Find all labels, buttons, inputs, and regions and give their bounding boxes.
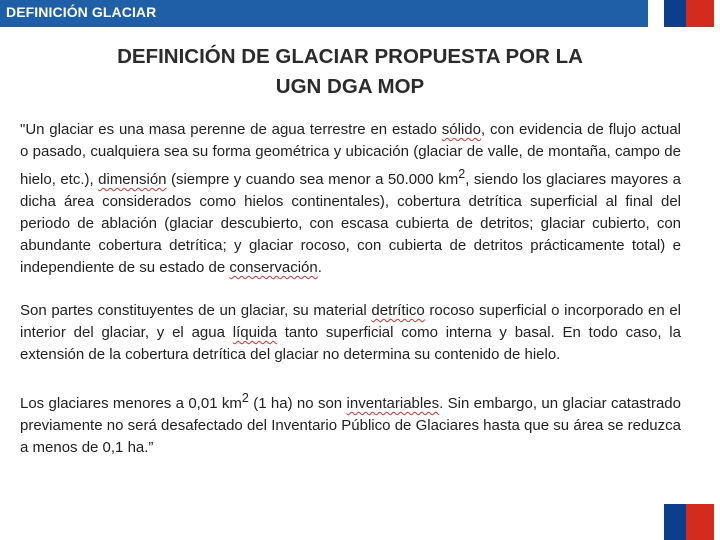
p1-text-5: .	[317, 259, 322, 276]
header-bar	[0, 0, 648, 27]
p1-text-4: , siendo los glaciares mayores a dicha área considerados como hielos continentales), cobertura detrítica superficial al final del periodo de ablación (glaciar descubierto, con escasa cubierta de detritos; glaciar cubierto, con abundante cobertura detrítica; y glaciar rocoso, con cubierta de detritos prácticamente total) e independiente de su estado de	[20, 171, 681, 276]
paragraph-3	[20, 387, 681, 459]
flag-blue-stripe	[664, 0, 686, 27]
p3-text-2: (1 ha) no son	[248, 395, 347, 412]
p1-word-solido: sólido	[441, 121, 481, 138]
chile-flag-top-logo	[664, 0, 714, 27]
page-title	[20, 42, 680, 102]
flag-blue-stripe	[664, 504, 686, 540]
p2-word-detritico: detrítico	[371, 302, 425, 319]
paragraph-2	[20, 300, 681, 366]
p2-text-1: Son partes constituyentes de un glaciar, su material	[20, 302, 372, 319]
flag-red-stripe	[686, 504, 714, 540]
p2-text-2: rocoso superficial o incorporado en el interior del glaciar, y el agua	[20, 302, 681, 341]
p3-text-3: . Sin embargo, un glaciar catastrado previamente no será desafectado del Inventario Público de Glaciares hasta que su área se reduzca a menos de 0,1 ha.”	[20, 395, 681, 456]
p1-word-conservacion: conservación	[229, 259, 318, 276]
header-title: DEFINICIÓN GLACIAR	[6, 4, 157, 20]
p2-word-liquida: líquida	[232, 324, 277, 341]
p3-text-1: Los glaciares menores a 0,01 km	[20, 395, 242, 412]
p3-superscript: 2	[241, 391, 249, 405]
page-title-line2: UGN DGA MOP	[275, 75, 425, 98]
p1-text-3: (siempre y cuando sea menor a 50.000 km	[166, 171, 459, 188]
p3-word-inventariables: inventariables	[346, 395, 440, 412]
definition-text	[20, 119, 681, 480]
p1-superscript: 2	[458, 167, 466, 181]
p1-text-1: "Un glaciar es una masa perenne de agua terrestre en estado	[20, 121, 442, 138]
p2-text-3: tanto superficial como interna y basal. En todo caso, la extensión de la cobertura detrítica del glaciar no determina su contenido de hielo.	[20, 324, 681, 363]
page-title-line1: DEFINICIÓN DE GLACIAR PROPUESTA POR LA	[117, 45, 583, 68]
flag-red-stripe	[686, 0, 714, 27]
p1-text-2: , con evidencia de flujo actual o pasado, cualquiera sea su forma geométrica y ubicación (glaciar de valle, de montaña, campo de hielo, etc.),	[20, 121, 681, 188]
paragraph-1	[20, 119, 681, 279]
p1-word-dimension: dimensión	[98, 171, 167, 188]
chile-flag-bottom-logo	[664, 504, 714, 540]
